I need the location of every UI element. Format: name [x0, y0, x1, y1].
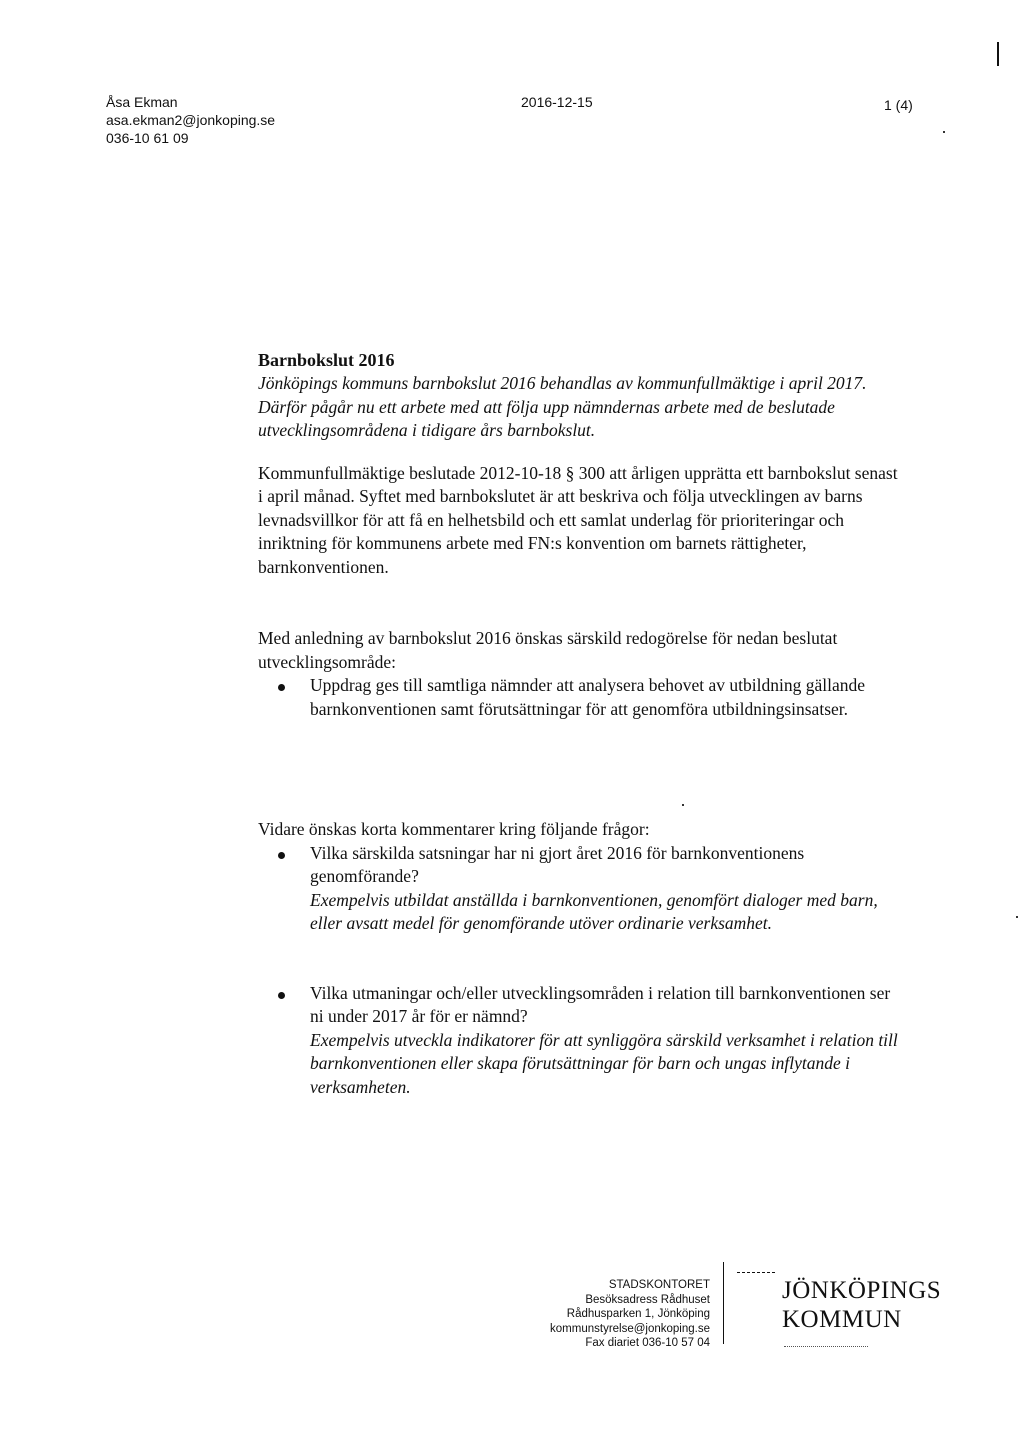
development-area-text: Uppdrag ges till samtliga nämnder att analysera behovet av utbildning gällande barnkonventionen samt förutsättningar för att genomföra utbildningsinsatser.	[310, 675, 865, 719]
footer-street: Rådhusparken 1, Jönköping	[566, 1308, 710, 1320]
sender-block	[106, 93, 275, 147]
footer-divider	[723, 1262, 724, 1344]
decision-paragraph: Kommunfullmäktige beslutade 2012-10-18 § 300 att årligen upprätta ett barnbokslut senast i april månad. Syftet med barnbokslutet är att beskriva och följa utvecklingen av barns levnadsvillkor för att få en helhetsbild och ett samlat underlag för prioriteringar och inriktning för kommunens arbete med FN:s konvention om barnets rättigheter, barnkonventionen.	[258, 462, 898, 577]
sender-phone: 036-10 61 09	[106, 130, 189, 146]
list-item	[258, 982, 898, 1100]
scan-speck	[943, 131, 945, 133]
logo-line-1: JÖNKÖPINGS	[782, 1277, 942, 1304]
questions-list	[258, 842, 898, 1100]
bullet-icon	[278, 992, 285, 999]
sender-name: Åsa Ekman	[106, 94, 178, 110]
bullet-icon	[278, 684, 285, 691]
footer-office: STADSKONTORET	[608, 1279, 710, 1291]
intro-paragraph: Jönköpings kommuns barnbokslut 2016 behandlas av kommunfullmäktige i april 2017. Därför pågår nu ett arbete med att följa upp nämndernas arbete med de beslutade utvecklingsområdena i tidigare års barnbokslut.	[258, 373, 867, 440]
question-example: Exempelvis utveckla indikatorer för att synliggöra särskild verksamhet i relation till barnkonventionen eller skapa förutsättningar för barn och ungas inflytande i verksamheten.	[310, 1029, 898, 1097]
question-text: Vilka utmaningar och/eller utvecklingsområden i relation till barnkonventionen ser ni under 2017 år för er nämnd?	[310, 982, 891, 1026]
footer-fax: Fax diariet 036-10 57 04	[585, 1337, 710, 1349]
letter-body	[258, 349, 898, 1099]
questions-intro: Vidare önskas korta kommentarer kring följande frågor:	[258, 819, 650, 839]
scan-speck	[682, 804, 684, 806]
municipality-logo	[782, 1276, 941, 1334]
request-paragraph: Med anledning av barnbokslut 2016 önskas särskild redogörelse för nedan beslutat utvecklingsområde:	[258, 628, 838, 672]
list-item	[258, 842, 898, 936]
bullet-icon	[278, 852, 285, 859]
page-number: 1 (4)	[884, 97, 913, 113]
footer-email: kommunstyrelse@jonkoping.se	[550, 1322, 710, 1335]
footer-dash-line	[737, 1272, 775, 1274]
development-area-list	[258, 674, 898, 721]
scan-edge-mark	[997, 42, 999, 66]
document-title: Barnbokslut 2016	[258, 350, 395, 370]
question-text: Vilka särskilda satsningar har ni gjort året 2016 för barnkonventionens genomförande?	[310, 842, 805, 886]
question-example: Exempelvis utbildat anställda i barnkonventionen, genomfört dialoger med barn, eller avsatt medel för genomförande utöver ordinarie verksamhet.	[310, 889, 878, 933]
logo-line-2: KOMMUN	[782, 1306, 902, 1333]
logo-tagline-mark	[784, 1346, 868, 1348]
footer-address	[520, 1278, 710, 1351]
document-date: 2016-12-15	[521, 94, 593, 110]
sender-email: asa.ekman2@jonkoping.se	[106, 112, 276, 128]
footer-visiting-address: Besöksadress Rådhuset	[585, 1293, 710, 1306]
scan-speck	[1016, 916, 1018, 918]
list-item	[258, 674, 898, 721]
